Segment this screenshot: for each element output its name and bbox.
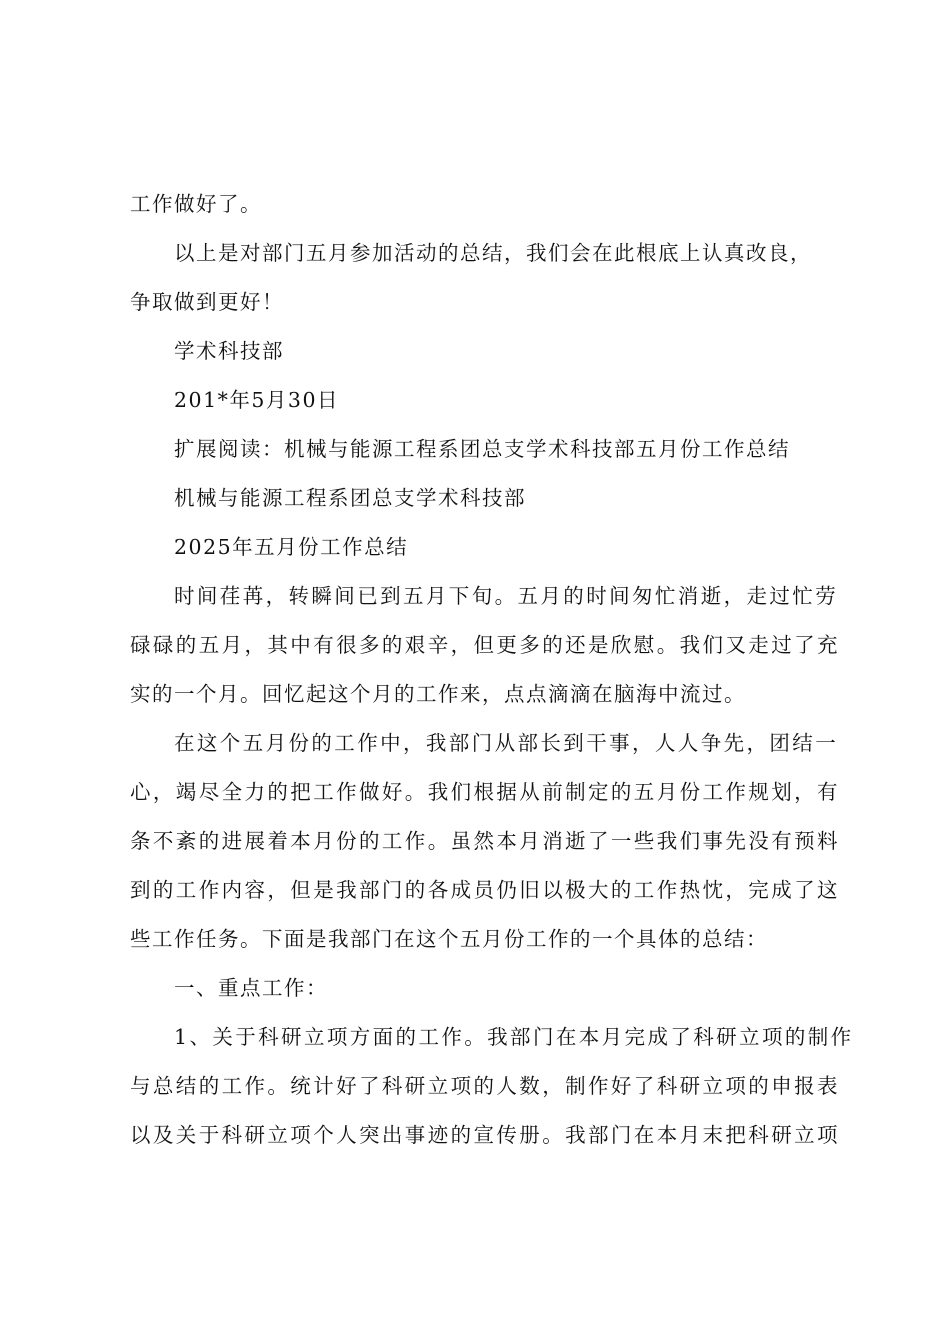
text-line: 碌碌的五月，其中有很多的艰辛，但更多的还是欣慰。我们又走过了充 [130, 633, 840, 657]
text-line: 争取做到更好！ [130, 290, 284, 314]
text-line: 1、关于科研立项方面的工作。我部门在本月完成了科研立项的制作 [174, 1025, 854, 1049]
extended-reading-heading: 扩展阅读：机械与能源工程系团总支学术科技部五月份工作总结 [174, 437, 790, 461]
text-line: 些工作任务。下面是我部门在这个五月份工作的一个具体的总结： [130, 927, 768, 951]
text-line: 时间荏苒，转瞬间已到五月下旬。五月的时间匆忙消逝，走过忙劳 [174, 584, 839, 608]
text-line: 在这个五月份的工作中，我部门从部长到干事，人人争先，团结一 [174, 731, 839, 755]
signature-date: 201*年5月30日 [174, 388, 340, 412]
signature-department: 学术科技部 [174, 339, 284, 363]
document-body [130, 180, 854, 1160]
text-line: 到的工作内容，但是我部门的各成员仍旧以极大的工作热忱，完成了这 [130, 878, 840, 902]
text-line: 工作做好了。 [130, 192, 262, 216]
section-report-title: 2025年五月份工作总结 [174, 535, 409, 559]
section-org-title: 机械与能源工程系团总支学术科技部 [174, 486, 526, 510]
text-line: 以及关于科研立项个人突出事迹的宣传册。我部门在本月末把科研立项 [130, 1123, 840, 1147]
text-line: 心，竭尽全力的把工作做好。我们根据从前制定的五月份工作规划，有 [130, 780, 840, 804]
text-line: 与总结的工作。统计好了科研立项的人数，制作好了科研立项的申报表 [130, 1074, 840, 1098]
text-line: 条不紊的进展着本月份的工作。虽然本月消逝了一些我们事先没有预料 [130, 829, 840, 853]
section-heading: 一、重点工作： [174, 976, 328, 1000]
text-line: 以上是对部门五月参加活动的总结，我们会在此根底上认真改良， [174, 241, 812, 265]
text-line: 实的一个月。回忆起这个月的工作来，点点滴滴在脑海中流过。 [130, 682, 746, 706]
